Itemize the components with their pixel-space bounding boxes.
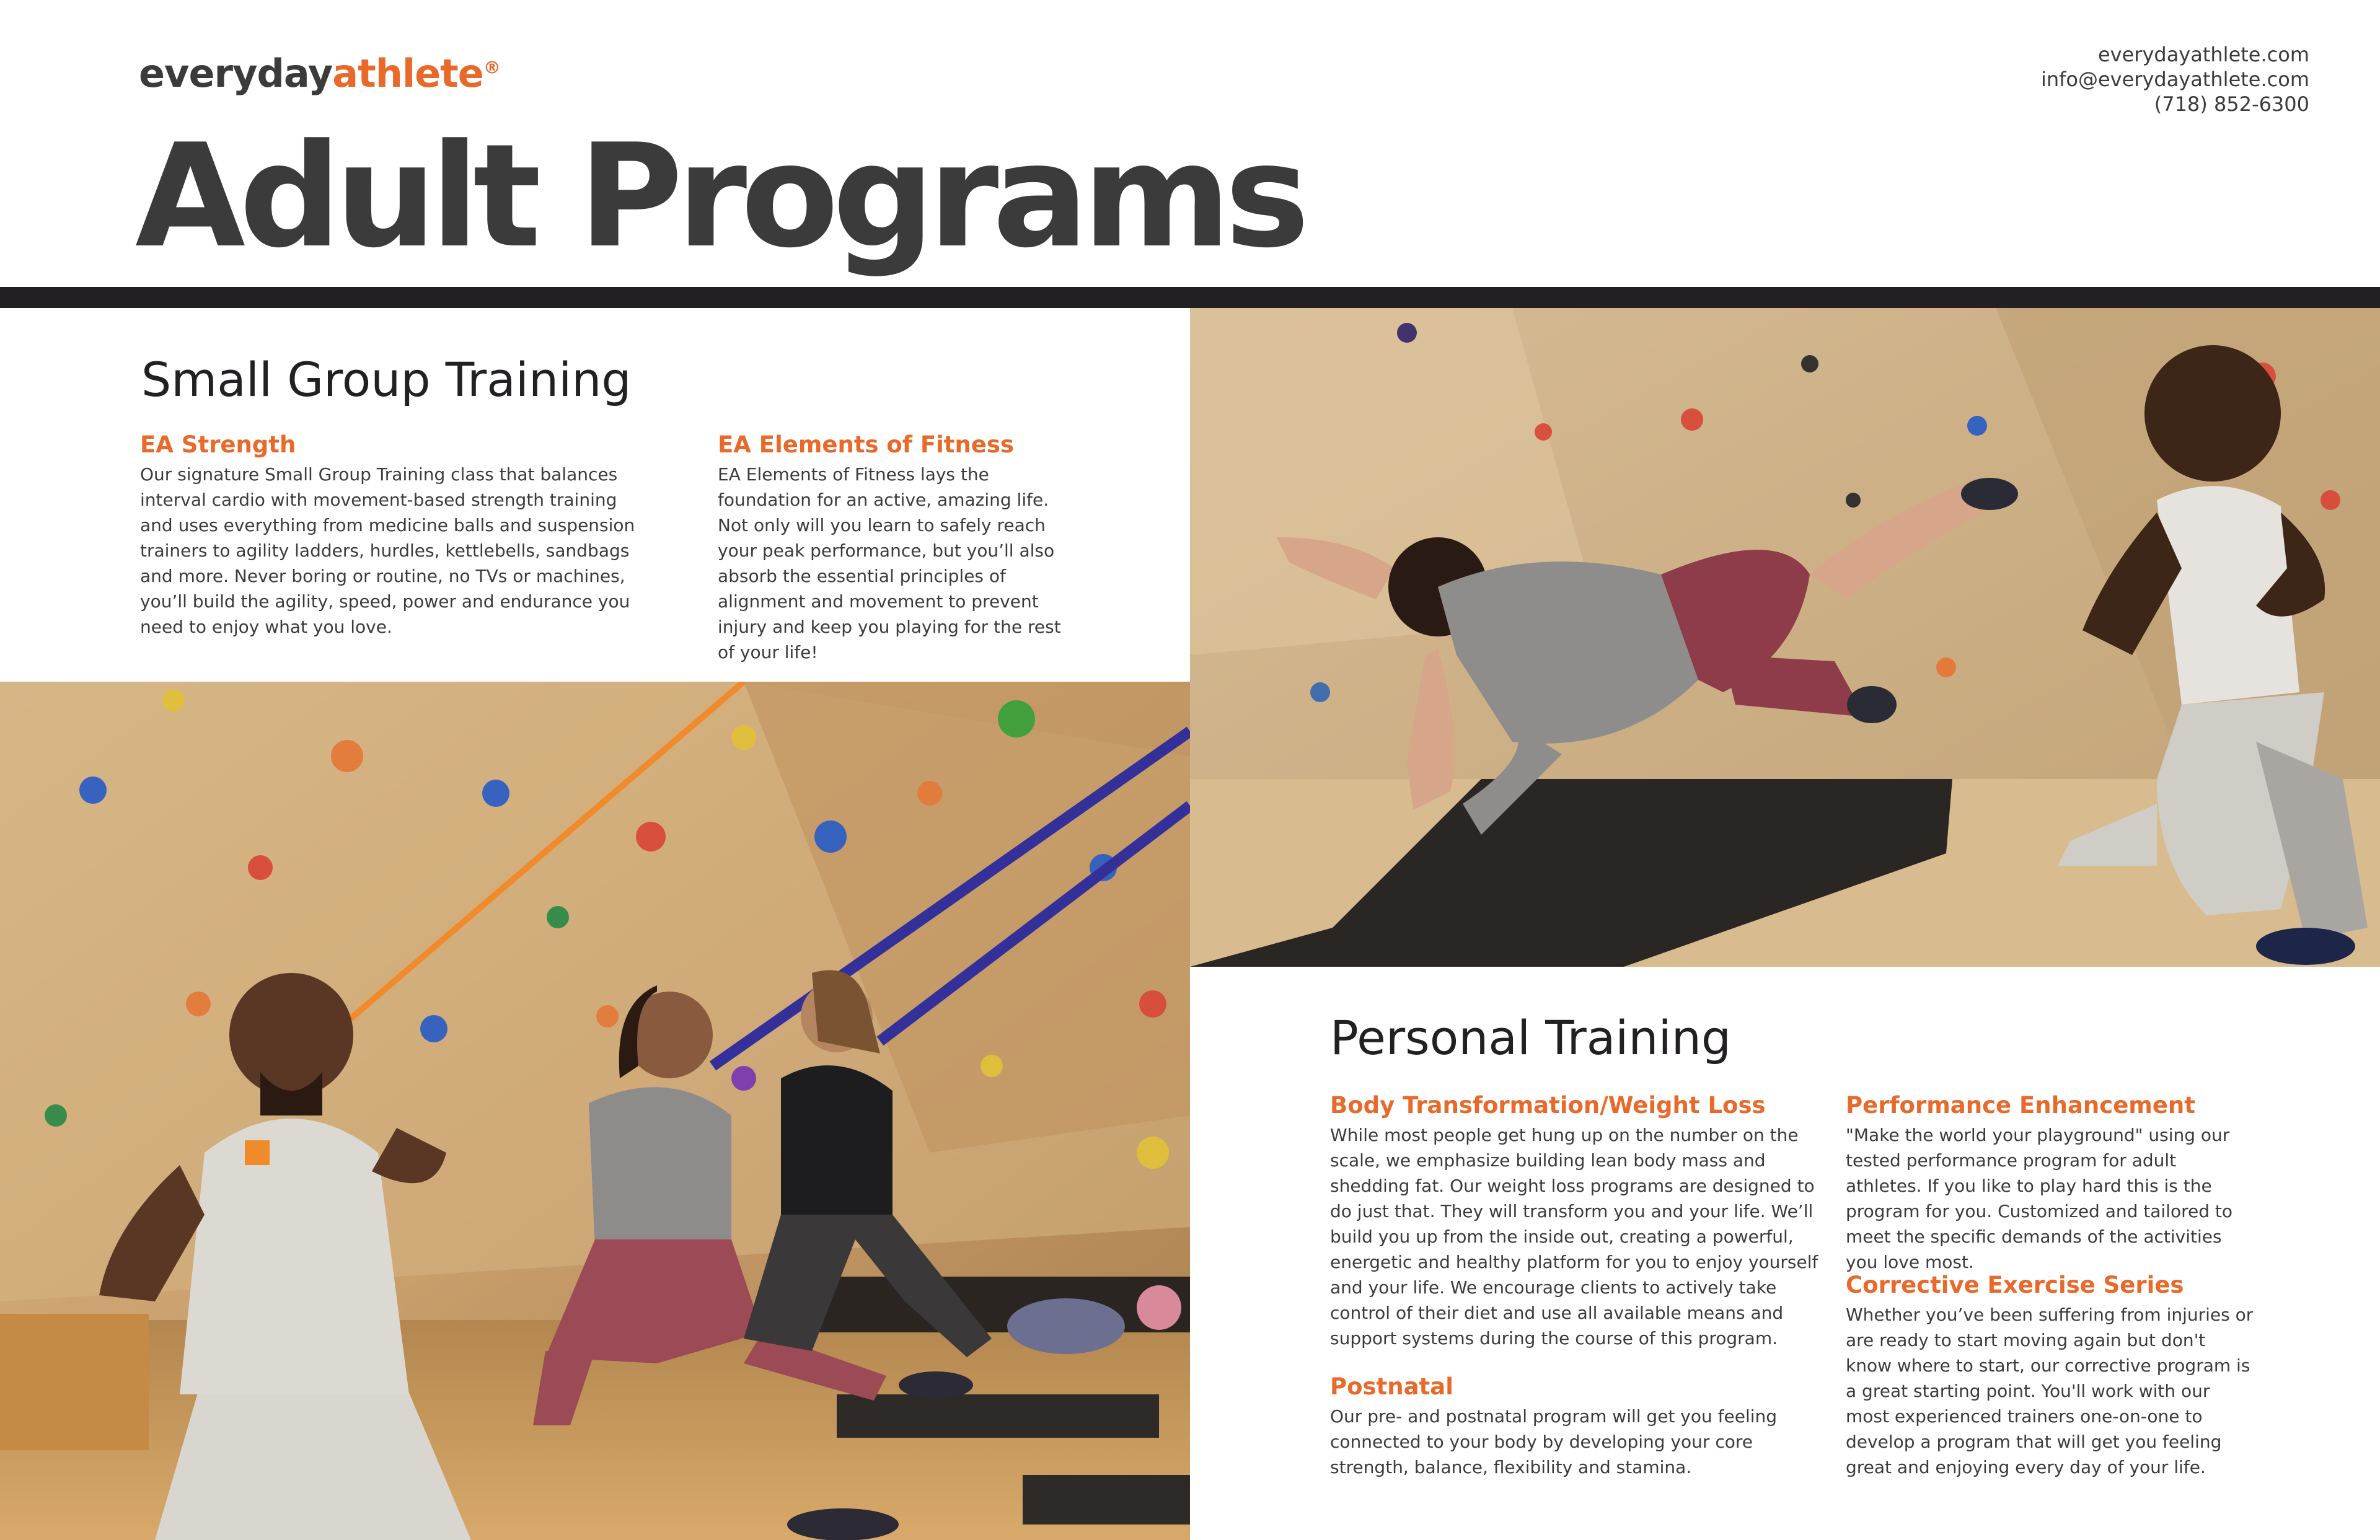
- contact-email[interactable]: info@everydayathlete.com: [2040, 68, 2309, 91]
- program-description: Our signature Small Group Training class that balances interval cardio with movement-based strength training and uses everything from medicine balls and suspension trainers to agility ladders, hurdles, kettlebells, sandbags and more. Never boring or routine, no TVs or machines, you’ll build the agility, speed, power and endurance you need to enjoy what you love.: [140, 464, 635, 637]
- program-title: EA Strength: [140, 431, 296, 458]
- contact-block: [2041, 42, 2309, 117]
- brand-logo-part1: everyday: [139, 51, 333, 96]
- brand-logo: [139, 51, 500, 96]
- program-corrective-exercise: [1846, 1272, 2255, 1480]
- contact-website[interactable]: everydayathlete.com: [2097, 43, 2309, 66]
- personal-training-heading: Personal Training: [1330, 1010, 1732, 1065]
- program-title: Body Transformation/Weight Loss: [1330, 1092, 1766, 1119]
- program-description: Whether you’ve been suffering from injuries or are ready to start moving again but don't know where to start, our corrective program is a great starting point. You'll work with our most experienced trainers one-on-one to develop a program that will get you feeling great and enjoying every day of your life.: [1846, 1305, 2254, 1477]
- group-training-illustration: [0, 682, 1190, 1540]
- page-title: Adult Programs: [135, 114, 1304, 279]
- personal-training-photo: [1190, 308, 2380, 967]
- program-postnatal: [1330, 1373, 1826, 1480]
- program-description: "Make the world your playground" using our tested performance program for adult athletes. If you like to play hard this is the program for you. Customized and tailored to meet the specific demands of the activities you love most.: [1846, 1125, 2233, 1272]
- program-ea-strength: [140, 431, 648, 640]
- personal-training-illustration: [1190, 308, 2380, 967]
- header-divider: [0, 287, 2380, 308]
- contact-phone[interactable]: (718) 852-6300: [2154, 92, 2309, 116]
- program-performance-enhancement: [1846, 1092, 2255, 1275]
- small-group-heading: Small Group Training: [141, 352, 632, 407]
- program-description: EA Elements of Fitness lays the foundation for an active, amazing life. Not only will you learn to safely reach your peak performance, but you’ll also absorb the essential principles of alignment and movement to prevent injury and keep you playing for the rest of your life!: [718, 464, 1061, 662]
- program-title: Postnatal: [1330, 1373, 1453, 1400]
- program-description: Our pre- and postnatal program will get you feeling connected to your body by developing your core strength, balance, flexibility and stamina.: [1330, 1406, 1778, 1477]
- program-title: Corrective Exercise Series: [1846, 1272, 2184, 1298]
- program-title: EA Elements of Fitness: [718, 431, 1014, 458]
- program-title: Performance Enhancement: [1846, 1092, 2195, 1119]
- program-description: While most people get hung up on the number on the scale, we emphasize building lean body mass and shedding fat. Our weight loss programs are designed to do just that. They will transform you and your life. We’ll build you up from the inside out, creating a powerful, energetic and healthy platform for you to enjoy yourself and your life. We encourage clients to actively take control of their diet and use all available means and support systems during the course of this program.: [1330, 1125, 1818, 1349]
- program-ea-elements: [718, 431, 1077, 665]
- brand-logo-part2: athlete: [332, 51, 483, 96]
- program-body-transformation: [1330, 1092, 1826, 1351]
- group-training-photo: [0, 682, 1190, 1540]
- registered-mark: ®: [483, 57, 500, 78]
